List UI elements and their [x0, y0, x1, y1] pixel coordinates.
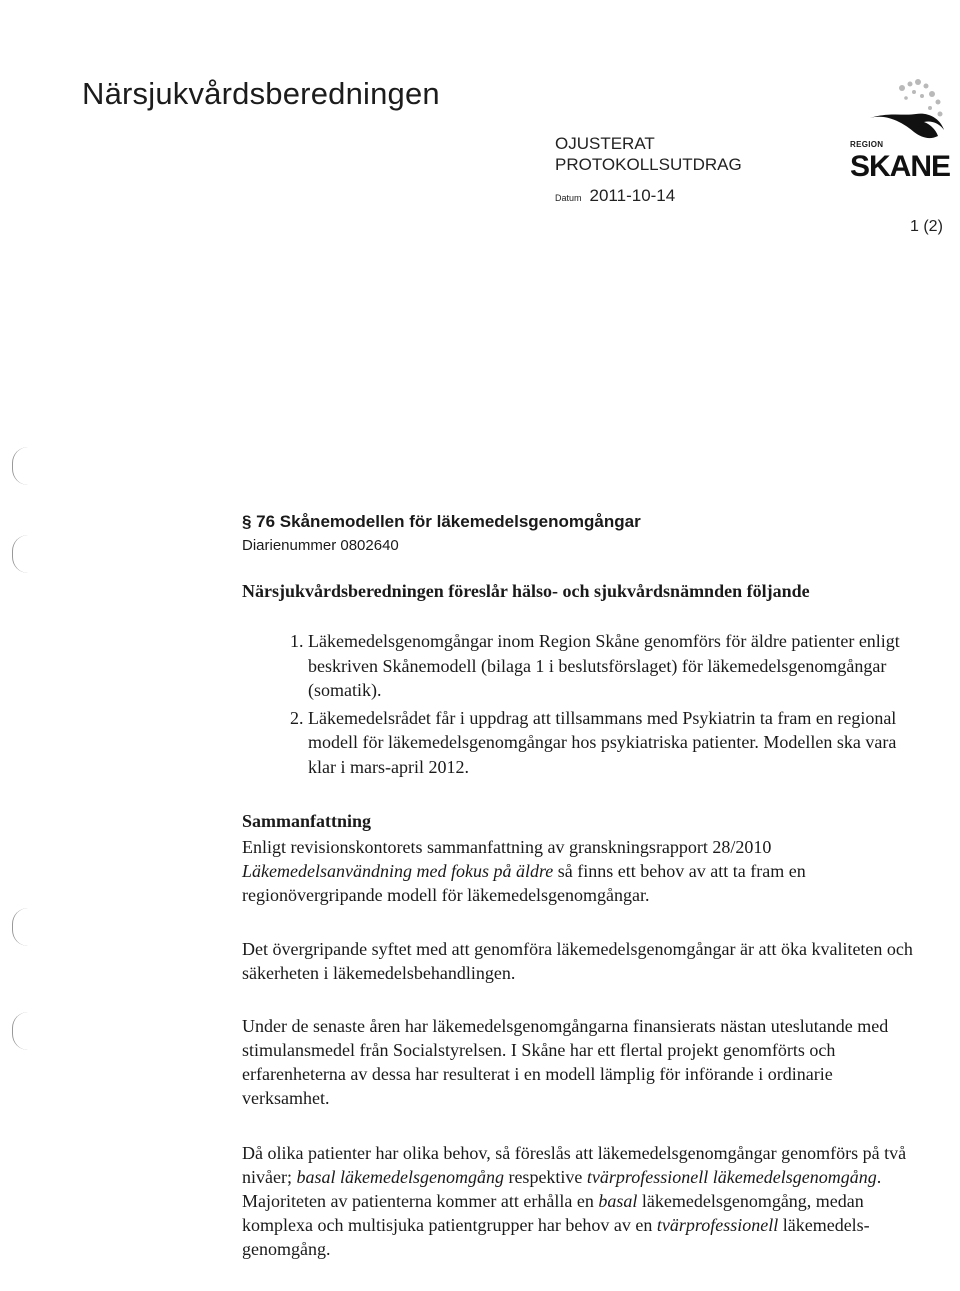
punch-hole-mark [12, 535, 29, 573]
summary-paragraph: Under de senaste åren har läkemedelsgenomgångarna finansierats nästan uteslutande med stimulansmedel från Socialstyrelsen. I Skåne har ett flertal projekt genomförts och erfarenheterna av dessa har resulterat i en modell lämplig för införande i ordinarie verksamhet. [242, 1016, 889, 1108]
text-run: respektive [503, 1167, 587, 1187]
summary-heading: Sammanfattning [242, 811, 372, 831]
page-number: 1 (2) [910, 218, 943, 235]
decision-list [272, 629, 918, 782]
logo-skane-text: SKANE [850, 150, 951, 183]
status-protocol-excerpt: PROTOKOLLSUTDRAG [555, 155, 742, 174]
status-unadjusted: OJUSTERAT [555, 134, 655, 153]
punch-hole-mark [12, 1012, 29, 1050]
proposal-heading: Närsjukvårdsberedningen föreslår hälso- och sjukvårdsnämnden följande [242, 581, 810, 601]
punch-hole-mark [12, 908, 29, 946]
emphasis: basal läkemedelsgenomgång [296, 1167, 504, 1187]
decision-item: 1. Läkemedelsgenomgångar inom Region Skåne genomförs för äldre patienter enligt beskriven Skånemodell (bilaga 1 i beslutsförslaget) för läkemedelsgenomgångar (somatik). [308, 629, 918, 703]
summary-paragraph: Det övergripande syftet med att genomföra läkemedelsgenomgångar är att öka kvaliteten och säkerheten i läkemedelsbehandlingen. [242, 939, 913, 983]
section-heading: § 76 Skånemodellen för läkemedelsgenomgångar [242, 512, 641, 531]
emphasis: tvärprofessionell läkemedelsgenomgång [586, 1167, 877, 1187]
document-status [555, 133, 742, 175]
emphasis: basal [598, 1191, 638, 1211]
griffin-logo-icon [840, 74, 958, 144]
region-skane-logo [840, 74, 958, 186]
text-run: läkemedels-genomgång. [242, 1215, 870, 1259]
date-label: Datum [555, 193, 582, 203]
logo-region-text: REGION [850, 140, 884, 149]
text-run: läkemedelsgenomgång, medan komplexa och multisjuka patientgrupper har behov av en [242, 1191, 864, 1235]
text-run: så finns ett behov av att ta fram en regionövergripande modell för läkemedelsgenomgångar. [242, 861, 806, 905]
text-run: . Majoriteten av patienterna kommer att erhålla en [242, 1167, 882, 1211]
punch-hole-mark [12, 447, 29, 485]
report-title: Läkemedelsanvändning med fokus på äldre [242, 861, 554, 881]
summary-paragraph [242, 835, 922, 907]
text-run: Enligt revisionskontorets sammanfattning av granskningsrapport 28/2010 [242, 837, 772, 857]
decision-item: 2. Läkemedelsrådet får i uppdrag att tillsammans med Psykiatrin ta fram en regional modell för läkemedelsgenomgångar hos psykiatriska patienter. Modellen ska vara klar i mars-april 2012. [308, 706, 918, 780]
diary-number: Diarienummer 0802640 [242, 537, 399, 554]
text-run: Då olika patienter har olika behov, så föreslås att läkemedelsgenomgångar genomförs på två nivåer; [242, 1143, 907, 1187]
date-value: 2011-10-14 [589, 186, 676, 205]
emphasis: tvärprofessionell [656, 1215, 779, 1235]
summary-paragraph [242, 1141, 922, 1261]
document-date [555, 186, 675, 206]
document-title: Närsjukvårdsberedningen [82, 76, 440, 111]
